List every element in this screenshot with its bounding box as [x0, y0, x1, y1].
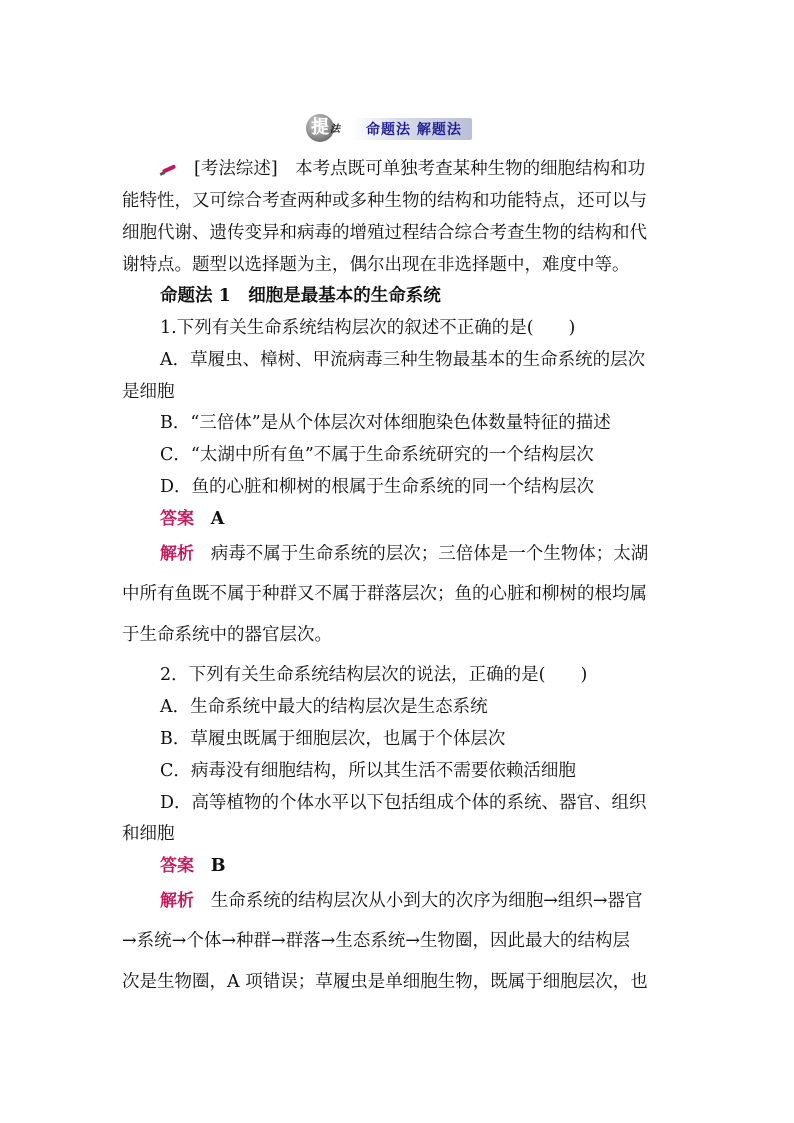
section-badge — [306, 114, 472, 144]
question-2: 2．下列有关生命系统结构层次的说法，正确的是( ) — [160, 665, 588, 685]
q2-option-c: C．病毒没有细胞结构，所以其生活不需要依赖活细胞 — [160, 761, 576, 781]
q2-option-d-line-1: D．高等植物的个体水平以下包括组成个体的系统、器官、组织 — [160, 793, 647, 813]
q2-explanation-line-3: 次是生物圈，A 项错误；草履虫是单细胞生物，既属于细胞层次，也 — [122, 972, 648, 992]
answer-value: A — [210, 509, 225, 529]
q1-option-a-line-2: 是细胞 — [122, 382, 175, 402]
overview-line-4: 谢特点。题型以选择题为主，偶尔出现在非选择题中，难度中等。 — [122, 255, 630, 275]
badge-seal-icon — [306, 114, 340, 144]
q1-option-c: C．“太湖中所有鱼”不属于生命系统研究的一个结构层次 — [160, 445, 594, 465]
section-heading-1: 命题法 1 细胞是最基本的生命系统 — [160, 286, 441, 306]
pen-icon — [160, 163, 178, 177]
question-1: 1.下列有关生命系统结构层次的叙述不正确的是( ) — [160, 318, 576, 338]
q1-option-d: D．鱼的心脏和柳树的根属于生命系统的同一个结构层次 — [160, 477, 595, 497]
explanation-text: 病毒不属于生命系统的层次；三倍体是一个生物体；太湖 — [210, 544, 649, 564]
explanation-label-2: 解析 — [160, 891, 194, 911]
q2-option-b: B．草履虫既属于细胞层次，也属于个体层次 — [160, 729, 506, 749]
overview-line-1 — [160, 158, 645, 180]
overview-line-3: 细胞代谢、遗传变异和病毒的增殖过程结合综合考查生物的结构和代 — [122, 223, 647, 243]
answer-value-2: B — [210, 856, 226, 876]
badge-seal-char: 提 — [306, 114, 334, 142]
overview-line-2: 能特性，又可综合考查两种或多种生物的结构和功能特点，还可以与 — [122, 191, 647, 211]
overview-text-1: [考法综述] 本考点既可单独考查某种生物的细胞结构和功 — [194, 159, 646, 179]
q2-explanation-line-1 — [160, 890, 643, 912]
q1-explanation-line-3: 于生命系统中的器官层次。 — [122, 625, 332, 645]
q1-explanation-line-1 — [160, 543, 648, 565]
badge-title: 命题法 解题法 — [352, 118, 472, 140]
q1-option-a-line-1: A．草履虫、樟树、甲流病毒三种生物最基本的生命系统的层次 — [160, 350, 646, 370]
q2-option-d-line-2: 和细胞 — [122, 824, 175, 844]
badge-seal-tag: 法 — [330, 124, 340, 135]
answer-label-2: 答案 — [160, 856, 194, 876]
answer-label: 答案 — [160, 509, 194, 529]
explanation-text-2: 生命系统的结构层次从小到大的次序为细胞→组织→器官 — [210, 891, 643, 911]
explanation-label: 解析 — [160, 544, 194, 564]
q2-answer — [160, 855, 226, 877]
q2-explanation-line-2: →系统→个体→种群→群落→生态系统→生物圈，因此最大的结构层 — [122, 931, 630, 951]
q2-option-a: A．生命系统中最大的结构层次是生态系统 — [160, 697, 488, 717]
q1-explanation-line-2: 中所有鱼既不属于种群又不属于群落层次；鱼的心脏和柳树的根均属 — [122, 584, 647, 604]
q1-answer — [160, 508, 224, 530]
q1-option-b: B．“三倍体”是从个体层次对体细胞染色体数量特征的描述 — [160, 413, 611, 433]
